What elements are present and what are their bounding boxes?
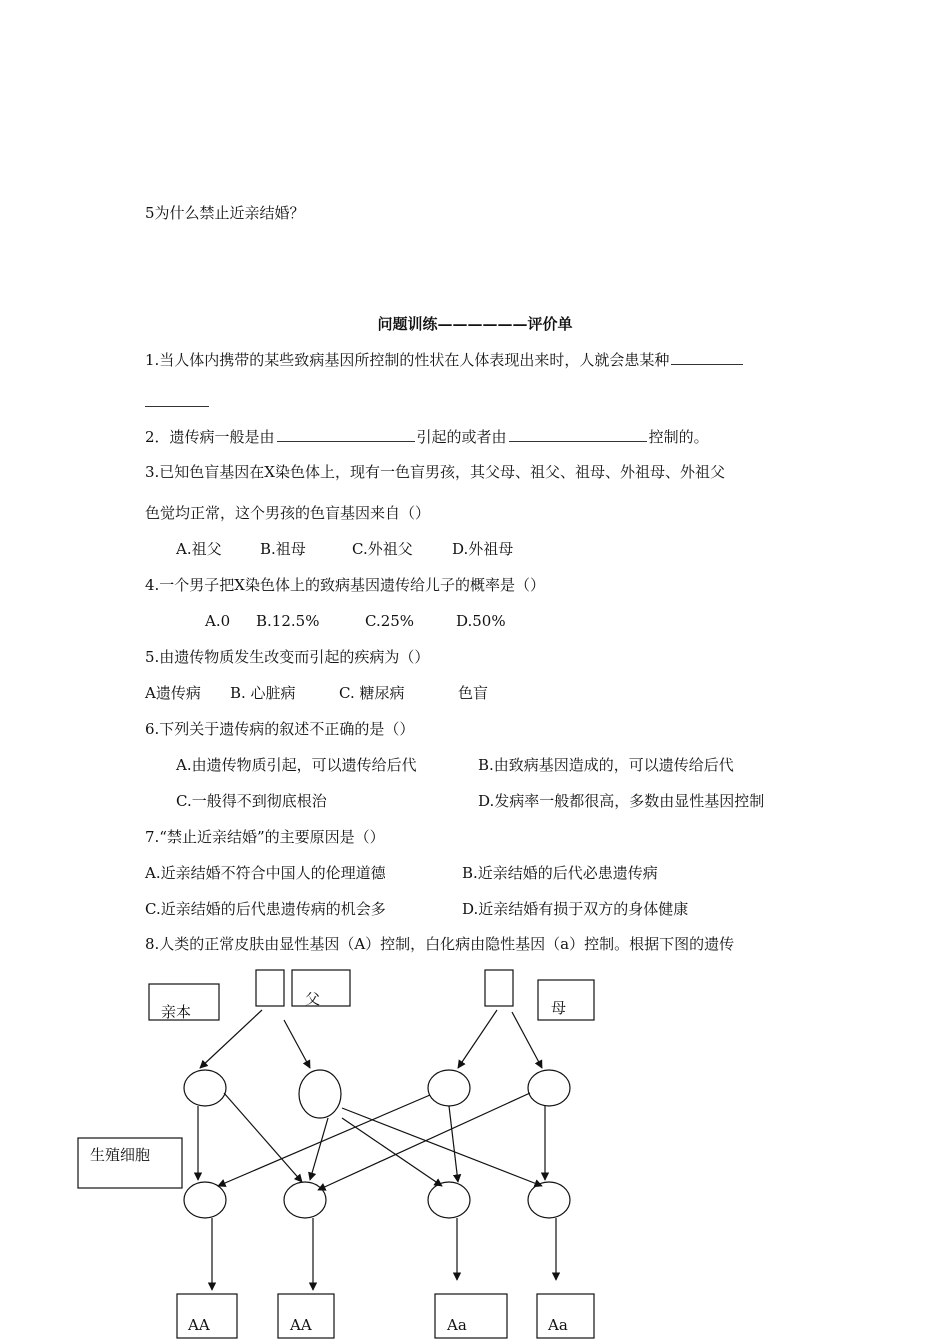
question-8: 8.人类的正常皮肤由显性基因（A）控制，白化病由隐性基因（a）控制。根据下图的遗传	[145, 935, 735, 953]
q3-option-d[interactable]: D.外祖母	[452, 540, 514, 558]
arrow	[224, 1093, 302, 1182]
q5-option-b[interactable]: B. 心脏病	[230, 684, 296, 702]
inheritance-diagram	[0, 960, 950, 1344]
zygote-cell	[184, 1182, 226, 1218]
question-2-part3: 控制的。	[648, 428, 709, 446]
question-6: 6.下列关于遗传病的叙述不正确的是（）	[145, 720, 415, 738]
arrow	[200, 1010, 262, 1068]
gamete-cell	[528, 1070, 570, 1106]
q3-option-b[interactable]: B.祖母	[260, 540, 306, 558]
q7-option-c[interactable]: C.近亲结婚的后代患遗传病的机会多	[145, 900, 386, 918]
arrow	[310, 1118, 328, 1180]
answer-blank[interactable]	[509, 427, 647, 442]
q5-option-d[interactable]: 色盲	[458, 684, 489, 702]
zygote-cell	[428, 1182, 470, 1218]
father-label-box	[292, 970, 350, 1006]
q4-option-c[interactable]: C.25%	[365, 612, 415, 630]
gamete-label: 生殖细胞	[90, 1146, 151, 1164]
zygote-cell	[284, 1182, 326, 1218]
question-1-continuation	[145, 392, 211, 411]
q5-option-a[interactable]: A遗传病	[145, 684, 201, 702]
answer-blank[interactable]	[671, 350, 743, 365]
arrow	[342, 1118, 442, 1186]
q7-option-b[interactable]: B.近亲结婚的后代必患遗传病	[462, 864, 658, 882]
gamete-cell	[184, 1070, 226, 1106]
q6-option-a[interactable]: A.由遗传物质引起，可以遗传给后代	[176, 756, 417, 774]
gamete-cell	[299, 1070, 341, 1118]
arrow	[218, 1095, 430, 1186]
father-label: 父	[305, 990, 321, 1008]
question-4: 4.一个男子把X染色体上的致病基因遗传给儿子的概率是（）	[145, 576, 545, 594]
mother-box	[485, 970, 513, 1006]
question-1-text: 1.当人体内携带的某些致病基因所控制的性状在人体表现出来时，人就会患某种	[145, 351, 670, 369]
q3-option-c[interactable]: C.外祖父	[352, 540, 413, 558]
arrow	[318, 1093, 530, 1190]
answer-blank[interactable]	[277, 427, 415, 442]
offspring-genotype: Aa	[548, 1316, 568, 1334]
offspring-genotype: AA	[188, 1316, 210, 1334]
offspring-box	[435, 1294, 507, 1338]
question-7: 7.“禁止近亲结婚”的主要原因是（）	[145, 828, 385, 846]
arrow	[284, 1020, 310, 1068]
question-2-part1: 2．遗传病一般是由	[145, 428, 275, 446]
question-2	[145, 427, 709, 446]
arrow	[458, 1010, 497, 1068]
q6-option-d[interactable]: D.发病率一般都很高，多数由显性基因控制	[478, 792, 765, 810]
question-1	[145, 350, 745, 369]
question-5-heading: 5为什么禁止近亲结婚？	[145, 204, 305, 222]
section-title: 问题训练——————评价单	[377, 315, 573, 333]
question-2-part2: 引起的或者由	[416, 428, 507, 446]
father-box	[256, 970, 284, 1006]
mother-label: 母	[551, 999, 567, 1017]
q7-option-a[interactable]: A.近亲结婚不符合中国人的伦理道德	[145, 864, 386, 882]
parent-label: 亲本	[161, 1003, 192, 1021]
q3-option-a[interactable]: A.祖父	[176, 540, 222, 558]
question-3-line2: 色觉均正常，这个男孩的色盲基因来自（）	[145, 504, 431, 522]
answer-blank[interactable]	[145, 392, 209, 407]
q5-option-c[interactable]: C. 糖尿病	[339, 684, 405, 702]
offspring-genotype: Aa	[447, 1316, 467, 1334]
offspring-genotype: AA	[290, 1316, 312, 1334]
q4-option-b[interactable]: B.12.5%	[256, 612, 320, 630]
q7-option-d[interactable]: D.近亲结婚有损于双方的身体健康	[462, 900, 689, 918]
gamete-cell	[428, 1070, 470, 1106]
q4-option-a[interactable]: A.0	[205, 612, 231, 630]
q6-option-c[interactable]: C.一般得不到彻底根治	[176, 792, 327, 810]
q4-option-d[interactable]: D.50%	[456, 612, 506, 630]
q6-option-b[interactable]: B.由致病基因造成的，可以遗传给后代	[478, 756, 734, 774]
arrow	[449, 1106, 458, 1182]
question-5: 5.由遗传物质发生改变而引起的疾病为（）	[145, 648, 430, 666]
zygote-cell	[528, 1182, 570, 1218]
question-3-line1: 3.已知色盲基因在X染色体上，现有一色盲男孩，其父母、祖父、祖母、外祖母、外祖父	[145, 463, 725, 481]
